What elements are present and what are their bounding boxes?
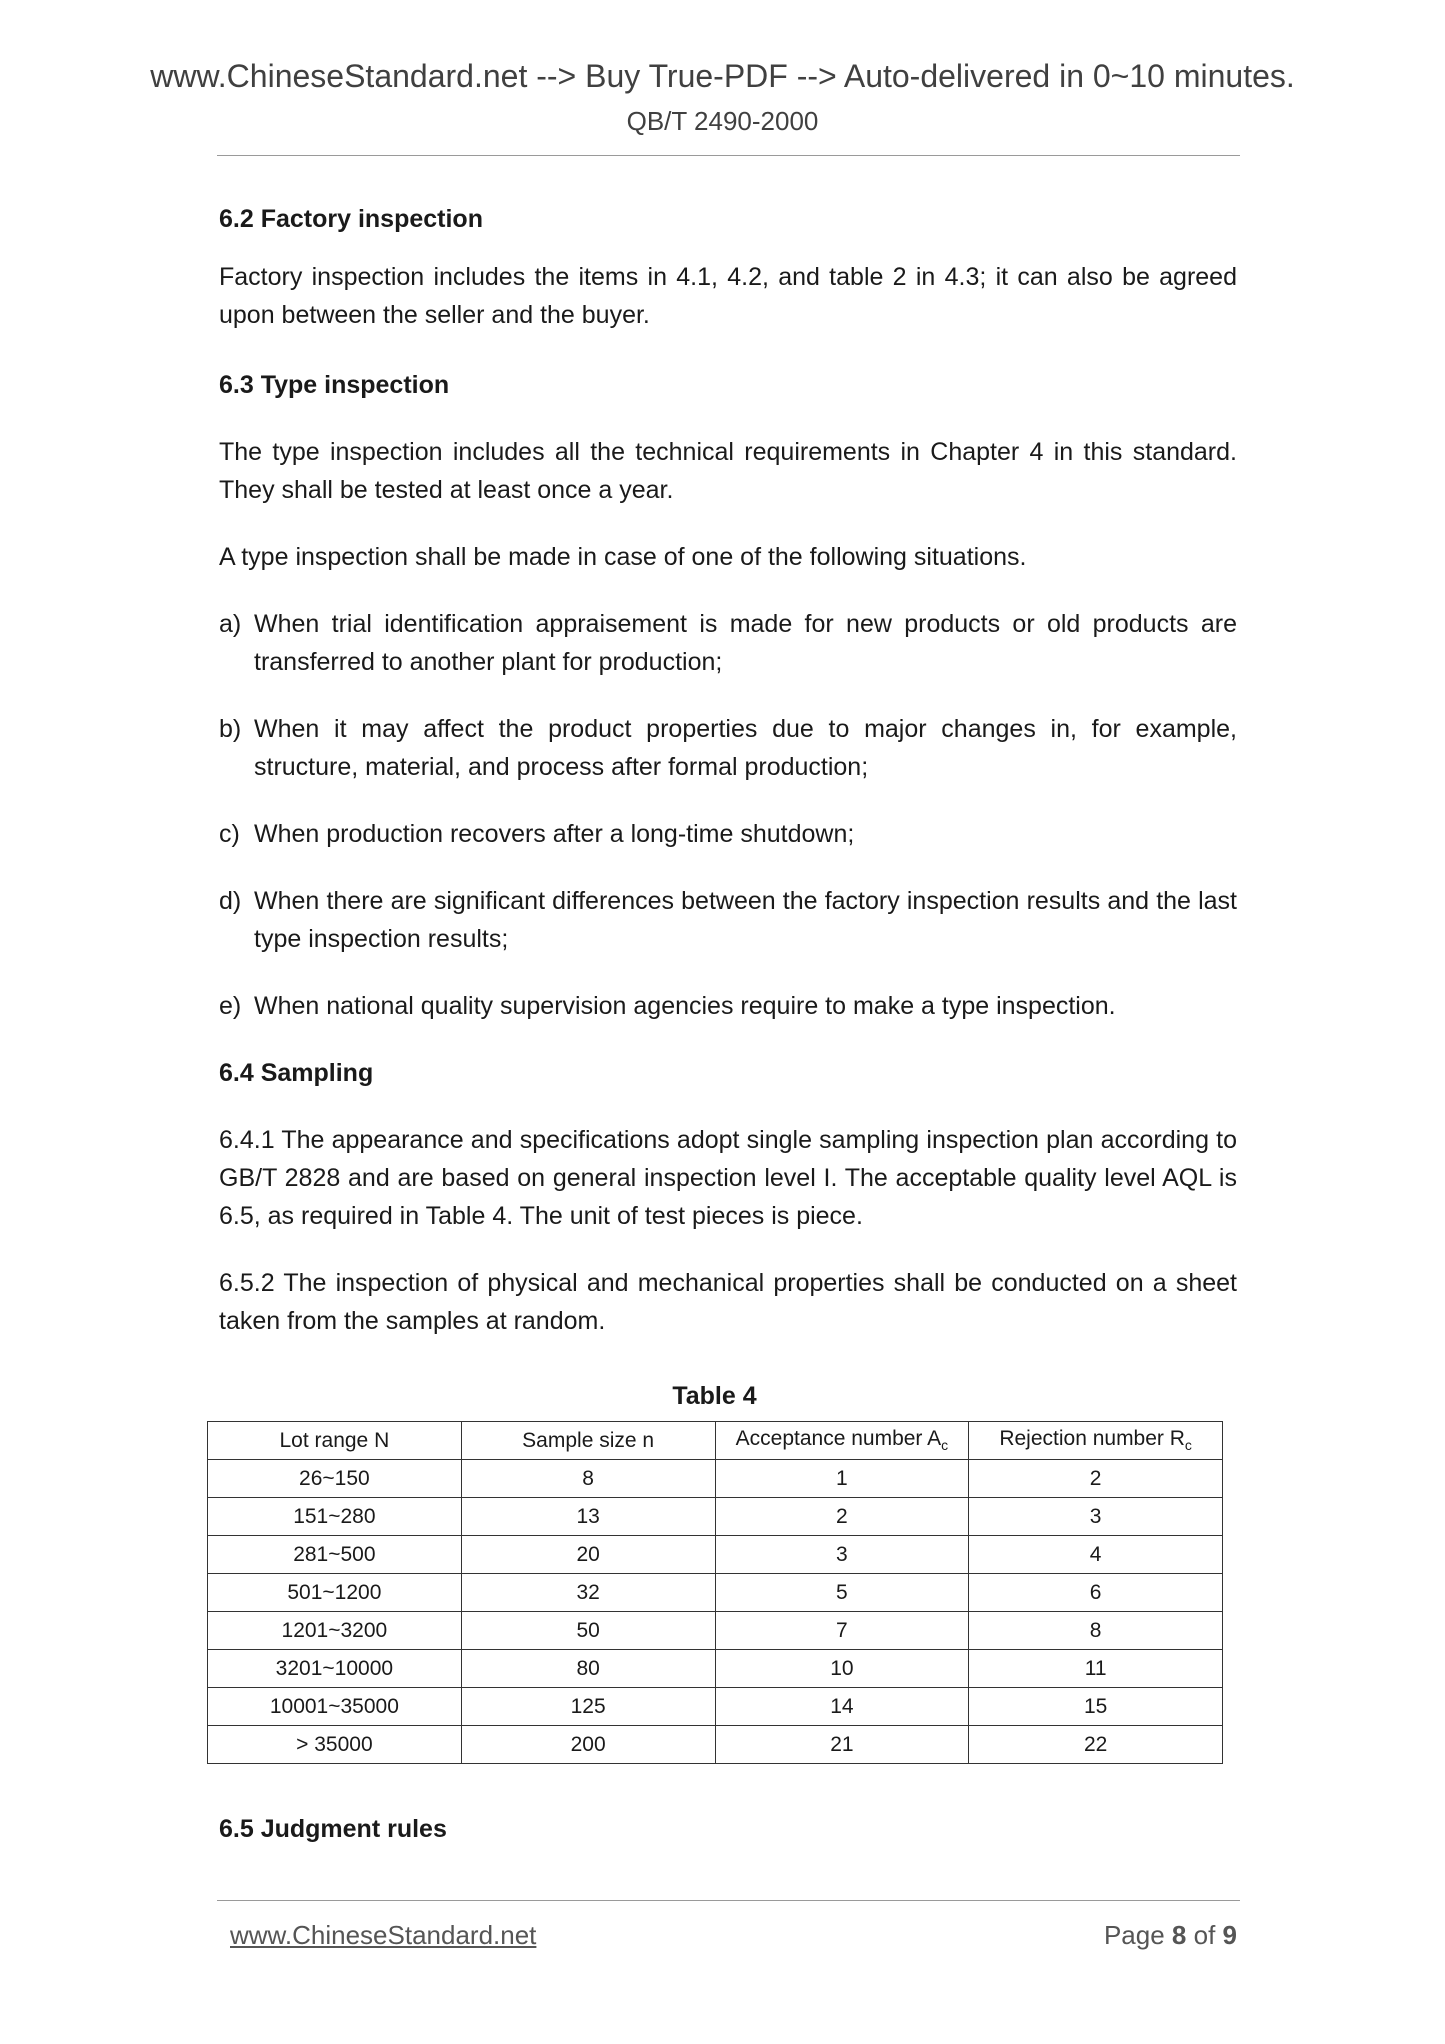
page-prefix: Page (1103, 1920, 1172, 1950)
table-row (208, 1498, 1223, 1536)
table-cell: 281~500 (208, 1536, 462, 1574)
table-cell: 11 (969, 1650, 1223, 1688)
table-cell: 14 (715, 1688, 969, 1726)
table-cell: 7 (715, 1612, 969, 1650)
table-cell: 6 (969, 1574, 1223, 1612)
header-sample-size (461, 1422, 715, 1460)
table-cell: 15 (969, 1688, 1223, 1726)
table-cell: 21 (715, 1726, 969, 1764)
document-code: QB/T 2490-2000 (626, 106, 819, 136)
section-6-3-paragraph-2: A type inspection shall be made in case of one of the following situations. (219, 543, 1027, 571)
page-of: of (1186, 1920, 1223, 1950)
list-item-c (219, 815, 1237, 853)
list-item-label: d) (219, 887, 242, 915)
table-header-row (208, 1422, 1223, 1460)
header-text: Acceptance number A (735, 1427, 942, 1451)
section-6-5-heading: 6.5 Judgment rules (219, 1815, 447, 1843)
table-cell: 2 (715, 1498, 969, 1536)
list-item-text: When production recovers after a long-time shutdown; (254, 820, 855, 848)
header-rejection-number (969, 1422, 1223, 1460)
section-6-2-heading: 6.2 Factory inspection (219, 205, 483, 233)
header-lot-range (208, 1422, 462, 1460)
table-cell: 20 (461, 1536, 715, 1574)
table-row (208, 1688, 1223, 1726)
header-subscript: c (1184, 1437, 1192, 1454)
header-text: Lot range N (279, 1428, 390, 1452)
site-banner: www.ChineseStandard.net --> Buy True-PDF --> Auto-delivered in 0~10 minutes. (150, 58, 1295, 94)
section-6-5-2-paragraph: 6.5.2 The inspection of physical and mechanical properties shall be conducted on a sheet taken from the samples at random. (219, 1269, 1237, 1335)
table-cell: 10 (715, 1650, 969, 1688)
table-row (208, 1460, 1223, 1498)
header-text: Rejection number R (999, 1427, 1185, 1451)
table-cell: 26~150 (208, 1460, 462, 1498)
footer-site-link[interactable]: www.ChineseStandard.net (230, 1920, 537, 1950)
table-cell: 32 (461, 1574, 715, 1612)
table-cell: 4 (969, 1536, 1223, 1574)
table-row (208, 1726, 1223, 1764)
table-cell: 8 (461, 1460, 715, 1498)
table-row (208, 1536, 1223, 1574)
table-4-title: Table 4 (672, 1382, 757, 1410)
table-cell: 5 (715, 1574, 969, 1612)
table-cell: 3201~10000 (208, 1650, 462, 1688)
table-row (208, 1612, 1223, 1650)
table-cell: 151~280 (208, 1498, 462, 1536)
list-item-text: When national quality supervision agencies require to make a type inspection. (254, 992, 1116, 1020)
table-cell: 1 (715, 1460, 969, 1498)
table-cell: 10001~35000 (208, 1688, 462, 1726)
list-item-text: When there are significant differences between the factory inspection results and the last type inspection results; (254, 887, 1237, 953)
header-subscript: c (941, 1437, 949, 1454)
list-item-e (219, 987, 1237, 1025)
table-4 (207, 1421, 1223, 1764)
list-item-label: b) (219, 715, 242, 743)
table-cell: 200 (461, 1726, 715, 1764)
header-acceptance-number (715, 1422, 969, 1460)
footer-divider (217, 1900, 1240, 1901)
page-current: 8 (1171, 1920, 1187, 1950)
section-6-4-1-paragraph: 6.4.1 The appearance and specifications adopt single sampling inspection plan according to GB/T 2828 and are based on general inspection level I. The acceptable quality level AQL is 6.5, as required in Table 4. The unit of test pieces is piece. (219, 1126, 1237, 1230)
list-item-label: a) (219, 610, 242, 638)
table-cell: 1201~3200 (208, 1612, 462, 1650)
page-number (1104, 1920, 1237, 1951)
table-cell: 501~1200 (208, 1574, 462, 1612)
list-item-text: When it may affect the product properties due to major changes in, for example, structure, material, and process after formal production; (254, 715, 1237, 781)
table-row (208, 1650, 1223, 1688)
table-cell: 125 (461, 1688, 715, 1726)
table-cell: 13 (461, 1498, 715, 1536)
section-6-3-heading: 6.3 Type inspection (219, 371, 450, 399)
list-item-a (219, 605, 1237, 681)
page-body (219, 200, 1237, 1340)
list-item-d (219, 882, 1237, 958)
table-cell: > 35000 (208, 1726, 462, 1764)
section-6-2-paragraph: Factory inspection includes the items in 4.1, 4.2, and table 2 in 4.3; it can also be agreed upon between the seller and the buyer. (219, 263, 1237, 329)
table-cell: 80 (461, 1650, 715, 1688)
list-item-label: c) (219, 820, 240, 848)
table-cell: 2 (969, 1460, 1223, 1498)
page-total: 9 (1222, 1920, 1237, 1950)
list-item-label: e) (219, 992, 242, 1020)
table-cell: 8 (969, 1612, 1223, 1650)
header-divider (217, 155, 1240, 156)
table-cell: 3 (969, 1498, 1223, 1536)
table-cell: 3 (715, 1536, 969, 1574)
section-6-3-paragraph-1: The type inspection includes all the technical requirements in Chapter 4 in this standard. They shall be tested at least once a year. (219, 438, 1237, 504)
table-cell: 22 (969, 1726, 1223, 1764)
section-6-4-heading: 6.4 Sampling (219, 1059, 374, 1087)
table-row (208, 1574, 1223, 1612)
list-item-b (219, 710, 1237, 786)
header-text: Sample size n (522, 1428, 655, 1452)
list-item-text: When trial identification appraisement is made for new products or old products are transferred to another plant for production; (254, 610, 1237, 676)
table-cell: 50 (461, 1612, 715, 1650)
